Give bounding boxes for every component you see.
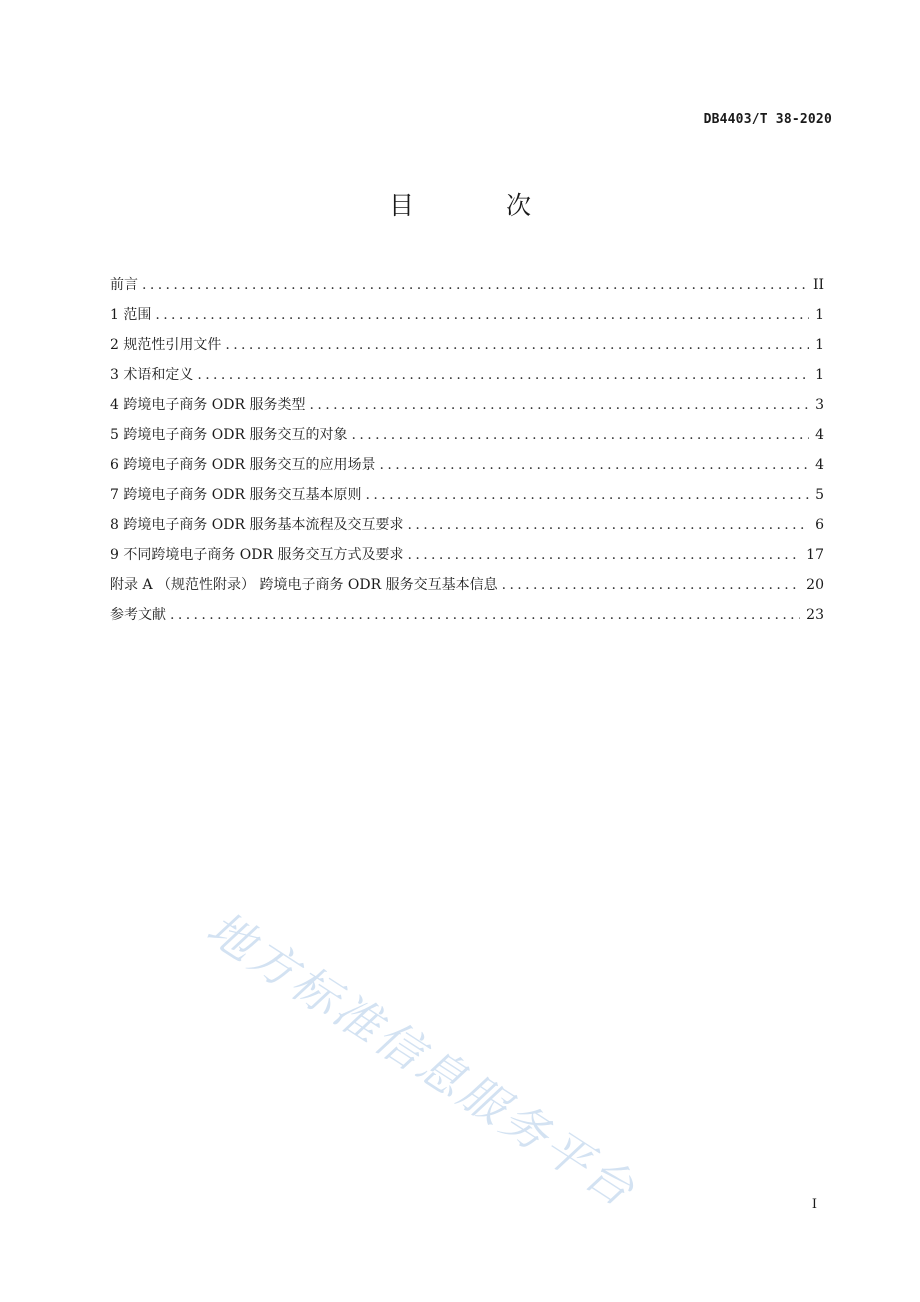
toc-leader-dots: [225, 334, 809, 356]
toc-leader-dots: [380, 454, 810, 476]
toc-leader-dots: [408, 514, 810, 536]
toc-entry-page: 1: [815, 337, 824, 353]
toc-leader-dots: [408, 544, 801, 566]
toc-entry-page: 23: [806, 607, 824, 623]
toc-leader-dots: [502, 574, 801, 596]
toc-entry-label: 8 跨境电子商务 ODR 服务基本流程及交互要求: [110, 517, 404, 533]
toc-entry-label: 6 跨境电子商务 ODR 服务交互的应用场景: [110, 457, 376, 473]
toc-entry-interaction-objects[interactable]: [110, 424, 824, 454]
toc-leader-dots: [352, 424, 810, 446]
toc-entry-page: 1: [815, 367, 824, 383]
toc-entry-label: 5 跨境电子商务 ODR 服务交互的对象: [110, 427, 348, 443]
toc-leader-dots: [155, 304, 809, 326]
toc-entry-label: 前言: [110, 277, 138, 293]
toc-entry-normative-references[interactable]: [110, 334, 824, 364]
watermark: 地方标准信息服务平台: [197, 900, 647, 1219]
toc-entry-label: 7 跨境电子商务 ODR 服务交互基本原则: [110, 487, 362, 503]
toc-entry-basic-process[interactable]: [110, 514, 824, 544]
page-title: 目 次: [389, 191, 573, 220]
toc-entry-label: 附录 A （规范性附录） 跨境电子商务 ODR 服务交互基本信息: [110, 577, 498, 593]
toc-entry-label: 4 跨境电子商务 ODR 服务类型: [110, 397, 306, 413]
toc-entry-page: 4: [815, 457, 824, 473]
toc-entry-page: 5: [815, 487, 824, 503]
toc-entry-label: 3 术语和定义: [110, 367, 194, 383]
toc-entry-page: 4: [815, 427, 824, 443]
toc-leader-dots: [310, 394, 810, 416]
page-number: I: [811, 1197, 817, 1212]
toc-entry-page: 20: [806, 577, 824, 593]
table-of-contents: [110, 274, 824, 634]
toc-entry-bibliography[interactable]: [110, 604, 824, 634]
toc-entry-label: 1 范围: [110, 307, 152, 323]
document-code: DB4403/T 38-2020: [703, 112, 832, 127]
toc-entry-scope[interactable]: [110, 304, 824, 334]
toc-entry-label: 参考文献: [110, 607, 166, 623]
toc-entry-label: 9 不同跨境电子商务 ODR 服务交互方式及要求: [110, 547, 404, 563]
toc-entry-interaction-methods[interactable]: [110, 544, 824, 574]
toc-entry-appendix-a[interactable]: [110, 574, 824, 604]
toc-entry-terms[interactable]: [110, 364, 824, 394]
toc-entry-page: 1: [815, 307, 824, 323]
toc-leader-dots: [142, 274, 807, 296]
toc-entry-page: II: [812, 277, 824, 293]
toc-entry-service-types[interactable]: [110, 394, 824, 424]
toc-entry-page: 3: [815, 397, 824, 413]
toc-leader-dots: [197, 364, 809, 386]
toc-entry-label: 2 规范性引用文件: [110, 337, 222, 353]
toc-entry-application-scenarios[interactable]: [110, 454, 824, 484]
toc-leader-dots: [366, 484, 810, 506]
toc-entry-page: 6: [815, 517, 824, 533]
toc-entry-page: 17: [806, 547, 824, 563]
toc-entry-preface[interactable]: [110, 274, 824, 304]
toc-entry-basic-principles[interactable]: [110, 484, 824, 514]
toc-leader-dots: [170, 604, 800, 626]
